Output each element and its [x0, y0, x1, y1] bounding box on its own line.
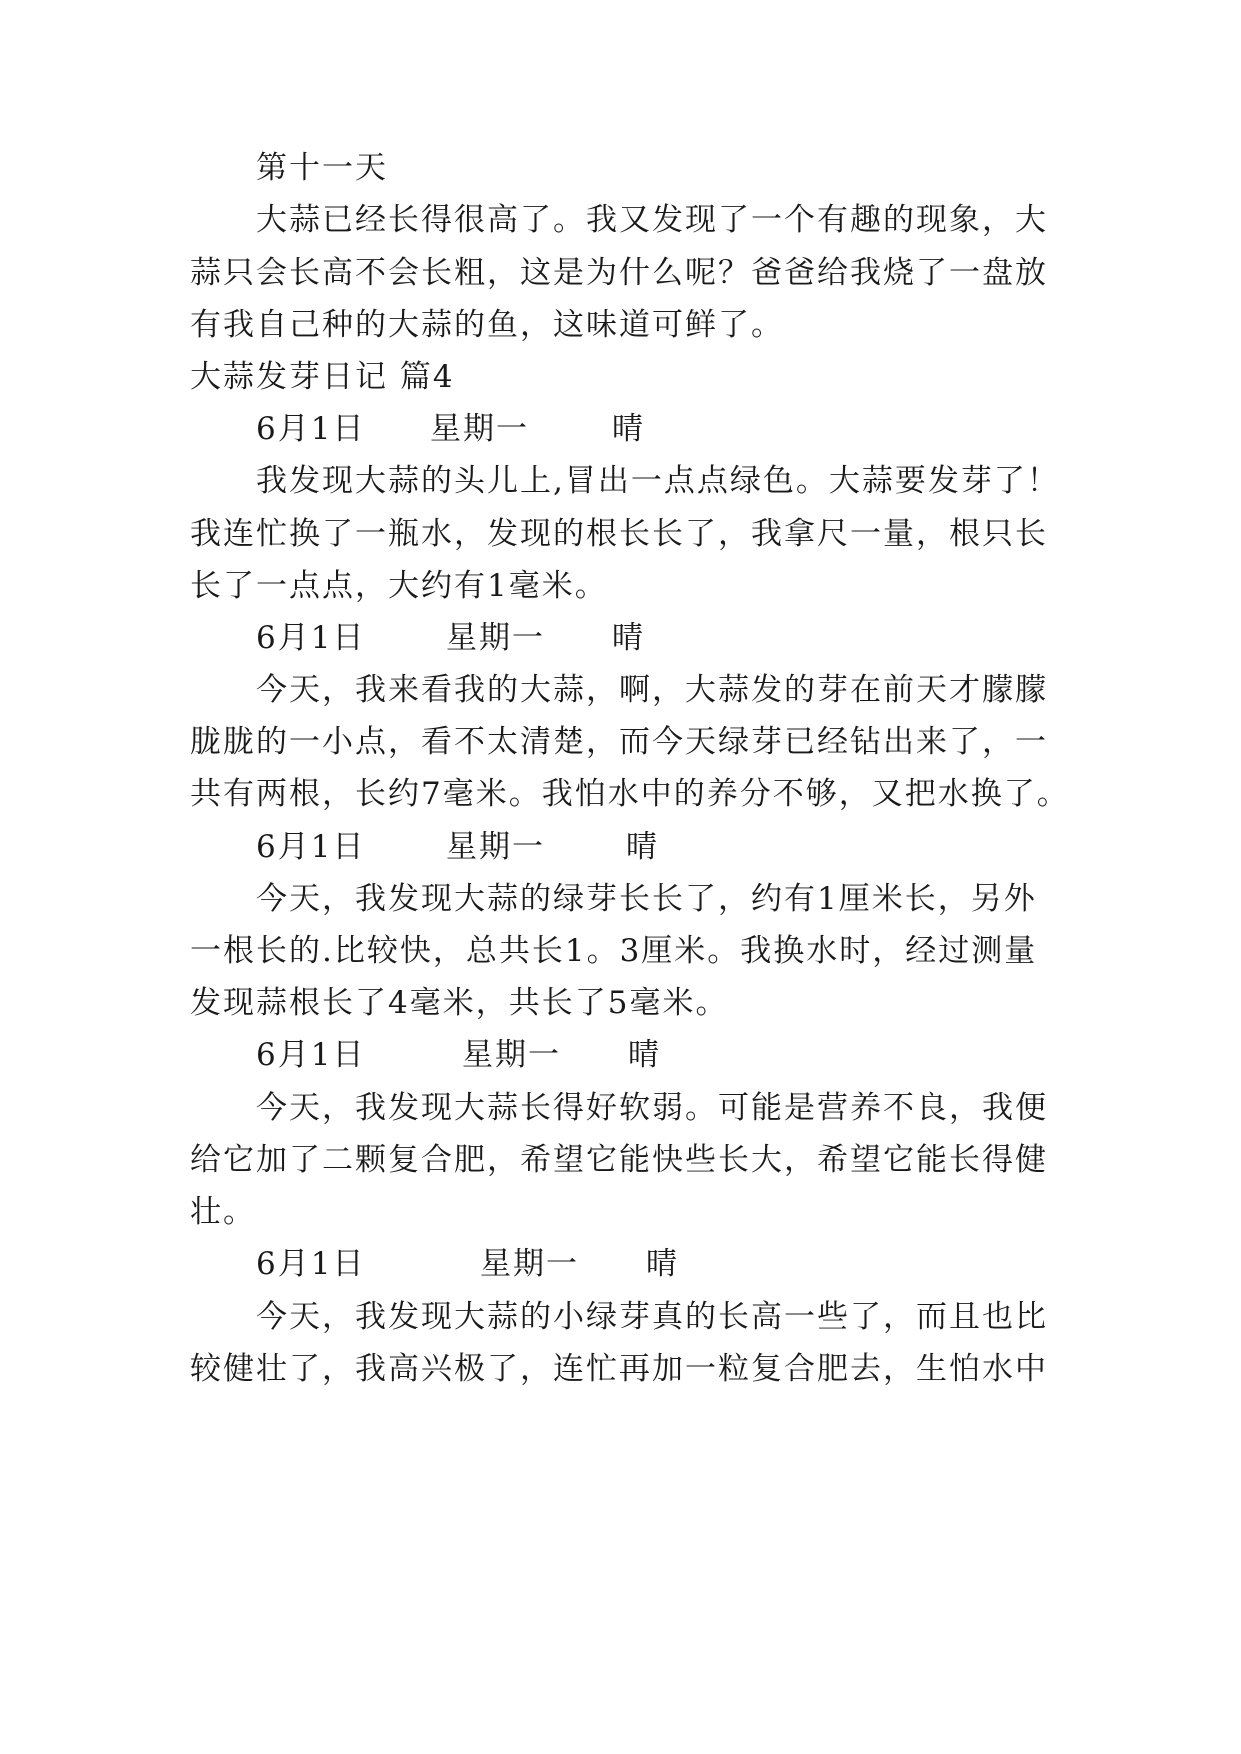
paragraph-line: 今天，我发现大蒜的小绿芽真的长高一些了，而且也比 [256, 1299, 1048, 1335]
entry-weekday: 星期一 [462, 1037, 561, 1073]
paragraph-line: 长了一点点，大约有1毫米。 [190, 568, 608, 604]
paragraph-line: 共有两根，长约7毫米。我怕水中的养分不够，又把水换了。 [190, 776, 1070, 812]
paragraph-line: 有我自己种的大蒜的鱼，这味道可鲜了。 [190, 307, 784, 343]
entry-date: 6月1日 [256, 411, 366, 447]
entry-weekday: 星期一 [480, 1246, 579, 1282]
entry-weekday: 星期一 [446, 829, 545, 865]
paragraph-line: 今天，我发现大蒜的绿芽长长了，约有1厘米长，另外 [256, 881, 1037, 917]
paragraph-line: 今天，我发现大蒜长得好软弱。可能是营养不良，我便 [256, 1090, 1048, 1126]
day-heading: 第十一天 [256, 150, 388, 186]
entry-weather: 晴 [646, 1246, 679, 1282]
paragraph-line: 今天，我来看我的大蒜，啊，大蒜发的芽在前天才朦朦 [256, 672, 1048, 708]
section-title: 大蒜发芽日记 篇4 [190, 359, 455, 395]
paragraph-line: 较健壮了，我高兴极了，连忙再加一粒复合肥去，生怕水中 [190, 1351, 1048, 1387]
paragraph-line: 壮。 [190, 1194, 256, 1230]
entry-date: 6月1日 [256, 829, 366, 865]
entry-weekday: 星期一 [430, 411, 529, 447]
entry-weekday: 星期一 [446, 620, 545, 656]
paragraph-line: 给它加了二颗复合肥，希望它能快些长大，希望它能长得健 [190, 1142, 1048, 1178]
entry-date: 6月1日 [256, 620, 366, 656]
paragraph-line: 蒜只会长高不会长粗，这是为什么呢？爸爸给我烧了一盘放 [190, 255, 1048, 291]
entry-weather: 晴 [626, 829, 659, 865]
paragraph-line: 发现蒜根长了4毫米，共长了5毫米。 [190, 985, 729, 1021]
entry-date: 6月1日 [256, 1037, 366, 1073]
entry-weather: 晴 [628, 1037, 661, 1073]
entry-weather: 晴 [612, 411, 645, 447]
paragraph-line: 大蒜已经长得很高了。我又发现了一个有趣的现象，大 [256, 202, 1048, 238]
paragraph-line: 胧胧的一小点，看不太清楚，而今天绿芽已经钻出来了，一 [190, 724, 1048, 760]
entry-weather: 晴 [612, 620, 645, 656]
entry-date: 6月1日 [256, 1246, 366, 1282]
paragraph-line: 我发现大蒜的头儿上,冒出一点点绿色。大蒜要发芽了！ [256, 463, 1060, 499]
paragraph-line: 我连忙换了一瓶水，发现的根长长了，我拿尺一量，根只长 [190, 516, 1048, 552]
paragraph-line: 一根长的.比较快，总共长1。3厘米。我换水时，经过测量 [190, 933, 1038, 969]
